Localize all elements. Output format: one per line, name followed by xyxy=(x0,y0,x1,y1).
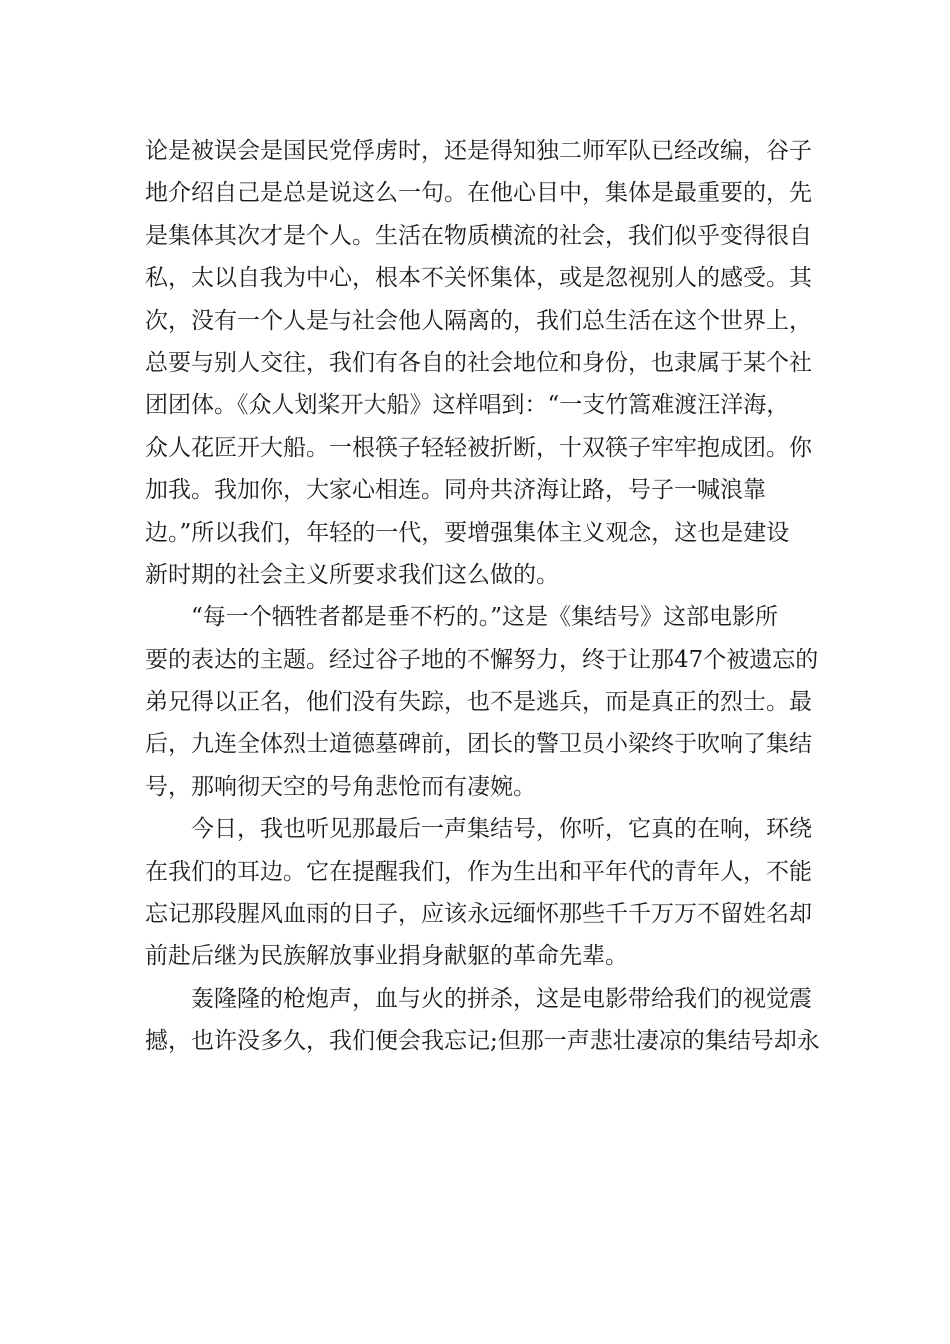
text-line: 在我们的耳边。它在提醒我们，作为生出和平年代的青年人，不能 xyxy=(145,858,812,885)
text-line: 团团体。《众人划桨开大船》这样唱到：“一支竹篙难渡汪洋海， xyxy=(145,392,790,419)
text-line: 地介绍自己是总是说这么一句。在他心目中，集体是最重要的，先 xyxy=(145,180,812,207)
text-line: 次，没有一个人是与社会他人隔离的，我们总生活在这个世界上， xyxy=(145,307,812,334)
body-text xyxy=(145,130,820,1063)
text-line: 总要与别人交往，我们有各自的社会地位和身份，也隶属于某个社 xyxy=(145,349,812,376)
text-line: 要的表达的主题。经过谷子地的不懈努力，终于让那47个被遗忘的 xyxy=(145,646,819,673)
text-line: 撼，也许没多久，我们便会我忘记;但那一声悲壮凄凉的集结号却永 xyxy=(145,1028,820,1055)
paragraph-first-line: 今日，我也听见那最后一声集结号，你听，它真的在响，环绕 xyxy=(191,816,812,843)
paragraph-first-line: 轰隆隆的枪炮声，血与火的拼杀，这是电影带给我们的视觉震 xyxy=(191,985,812,1012)
paragraph-first-line: “每一个牺牲者都是垂不朽的。”这是《集结号》这部电影所 xyxy=(191,604,779,631)
text-line: 新时期的社会主义所要求我们这么做的。 xyxy=(145,561,559,588)
text-line: 私，太以自我为中心，根本不关怀集体，或是忽视别人的感受。其 xyxy=(145,265,812,292)
text-line: 号，那响彻天空的号角悲怆而有凄婉。 xyxy=(145,773,536,800)
text-line: 边。”所以我们，年轻的一代，要增强集体主义观念，这也是建设 xyxy=(145,519,790,546)
text-line: 忘记那段腥风血雨的日子，应该永远缅怀那些千千万万不留姓名却 xyxy=(145,901,812,928)
text-line: 是集体其次才是个人。生活在物质横流的社会，我们似乎变得很自 xyxy=(145,222,812,249)
text-line: 后，九连全体烈士道德墓碑前，团长的警卫员小梁终于吹响了集结 xyxy=(145,731,812,758)
text-line: 加我。我加你，大家心相连。同舟共济海让路，号子一喊浪靠 xyxy=(145,477,766,504)
text-line: 论是被误会是国民党俘虏时，还是得知独二师军队已经改编，谷子 xyxy=(145,138,812,164)
text-line: 弟兄得以正名，他们没有失踪，也不是逃兵，而是真正的烈士。最 xyxy=(145,689,812,716)
text-line: 前赴后继为民族解放事业捐身献躯的革命先辈。 xyxy=(145,943,628,970)
text-line: 众人花匠开大船。一根筷子轻轻被折断，十双筷子牢牢抱成团。你 xyxy=(145,434,812,461)
